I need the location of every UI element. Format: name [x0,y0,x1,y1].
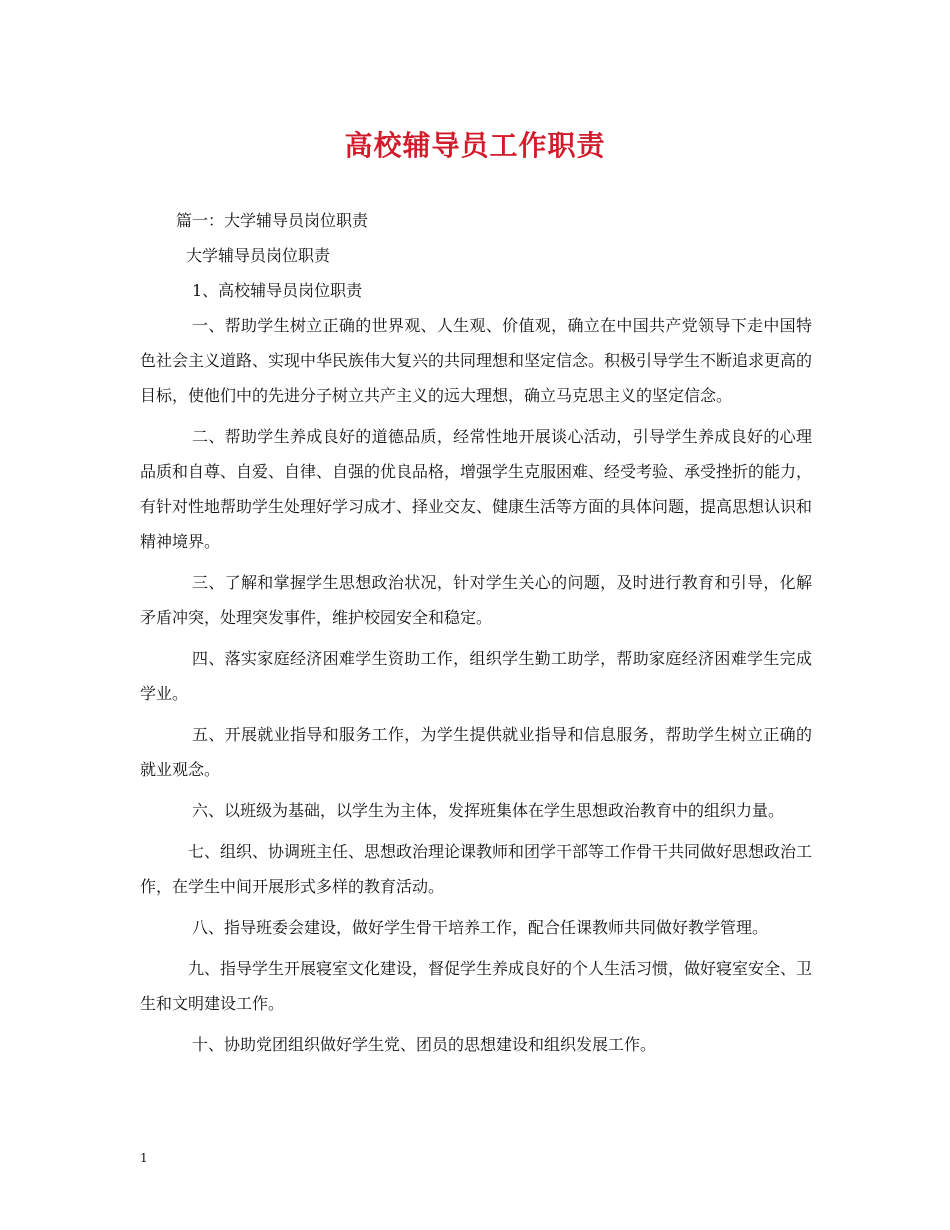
page-title: 高校辅导员工作职责 [344,129,606,162]
chapter-heading: 篇一：大学辅导员岗位职责 [176,211,369,230]
paragraph-duty-6: 六、以班级为基础，以学生为主体，发挥班集体在学生思想政治教育中的组织力量。 [192,801,785,820]
section-subtitle: 大学辅导员岗位职责 [186,246,331,265]
paragraph-duty-4: 四、落实家庭经济困难学生资助工作，组织学生勤工助学，帮助家庭经济困难学生完成学业。 [140,649,812,703]
paragraph-duty-2: 二、帮助学生养成良好的道德品质，经常性地开展谈心活动，引导学生养成良好的心理品质和自尊、自爱、自律、自强的优良品格，增强学生克服困难、经受考验、承受挫折的能力，有针对性地帮助学生处理好学习成才、择业交友、健康生活等方面的具体问题，提高思想认识和精神境界。 [140,427,813,551]
paragraph-duty-9: 九、指导学生开展寝室文化建设，督促学生养成良好的个人生活习惯，做好寝室安全、卫生和文明建设工作。 [140,959,813,1013]
paragraph-duty-5: 五、开展就业指导和服务工作，为学生提供就业指导和信息服务，帮助学生树立正确的就业观念。 [140,725,812,779]
paragraph-duty-1: 一、帮助学生树立正确的世界观、人生观、价值观，确立在中国共产党领导下走中国特色社会主义道路、实现中华民族伟大复兴的共同理想和坚定信念。积极引导学生不断追求更高的目标，使他们中的先进分子树立共产主义的远大理想，确立马克思主义的坚定信念。 [140,316,813,405]
document-body [140,203,812,1062]
page-number: 1 [140,1151,148,1165]
paragraph-duty-8: 八、指导班委会建设，做好学生骨干培养工作，配合任课教师共同做好教学管理。 [192,918,769,937]
paragraph-duty-3: 三、了解和掌握学生思想政治状况，针对学生关心的问题，及时进行教育和引导，化解矛盾冲突，处理突发事件，维护校园安全和稳定。 [140,573,812,627]
section-heading: 1、高校辅导员岗位职责 [192,281,363,300]
paragraph-duty-7: 七、组织、协调班主任、思想政治理论课教师和团学干部等工作骨干共同做好思想政治工作，在学生中间开展形式多样的教育活动。 [140,842,813,896]
paragraph-duty-10: 十、协助党团组织做好学生党、团员的思想建设和组织发展工作。 [192,1035,657,1054]
